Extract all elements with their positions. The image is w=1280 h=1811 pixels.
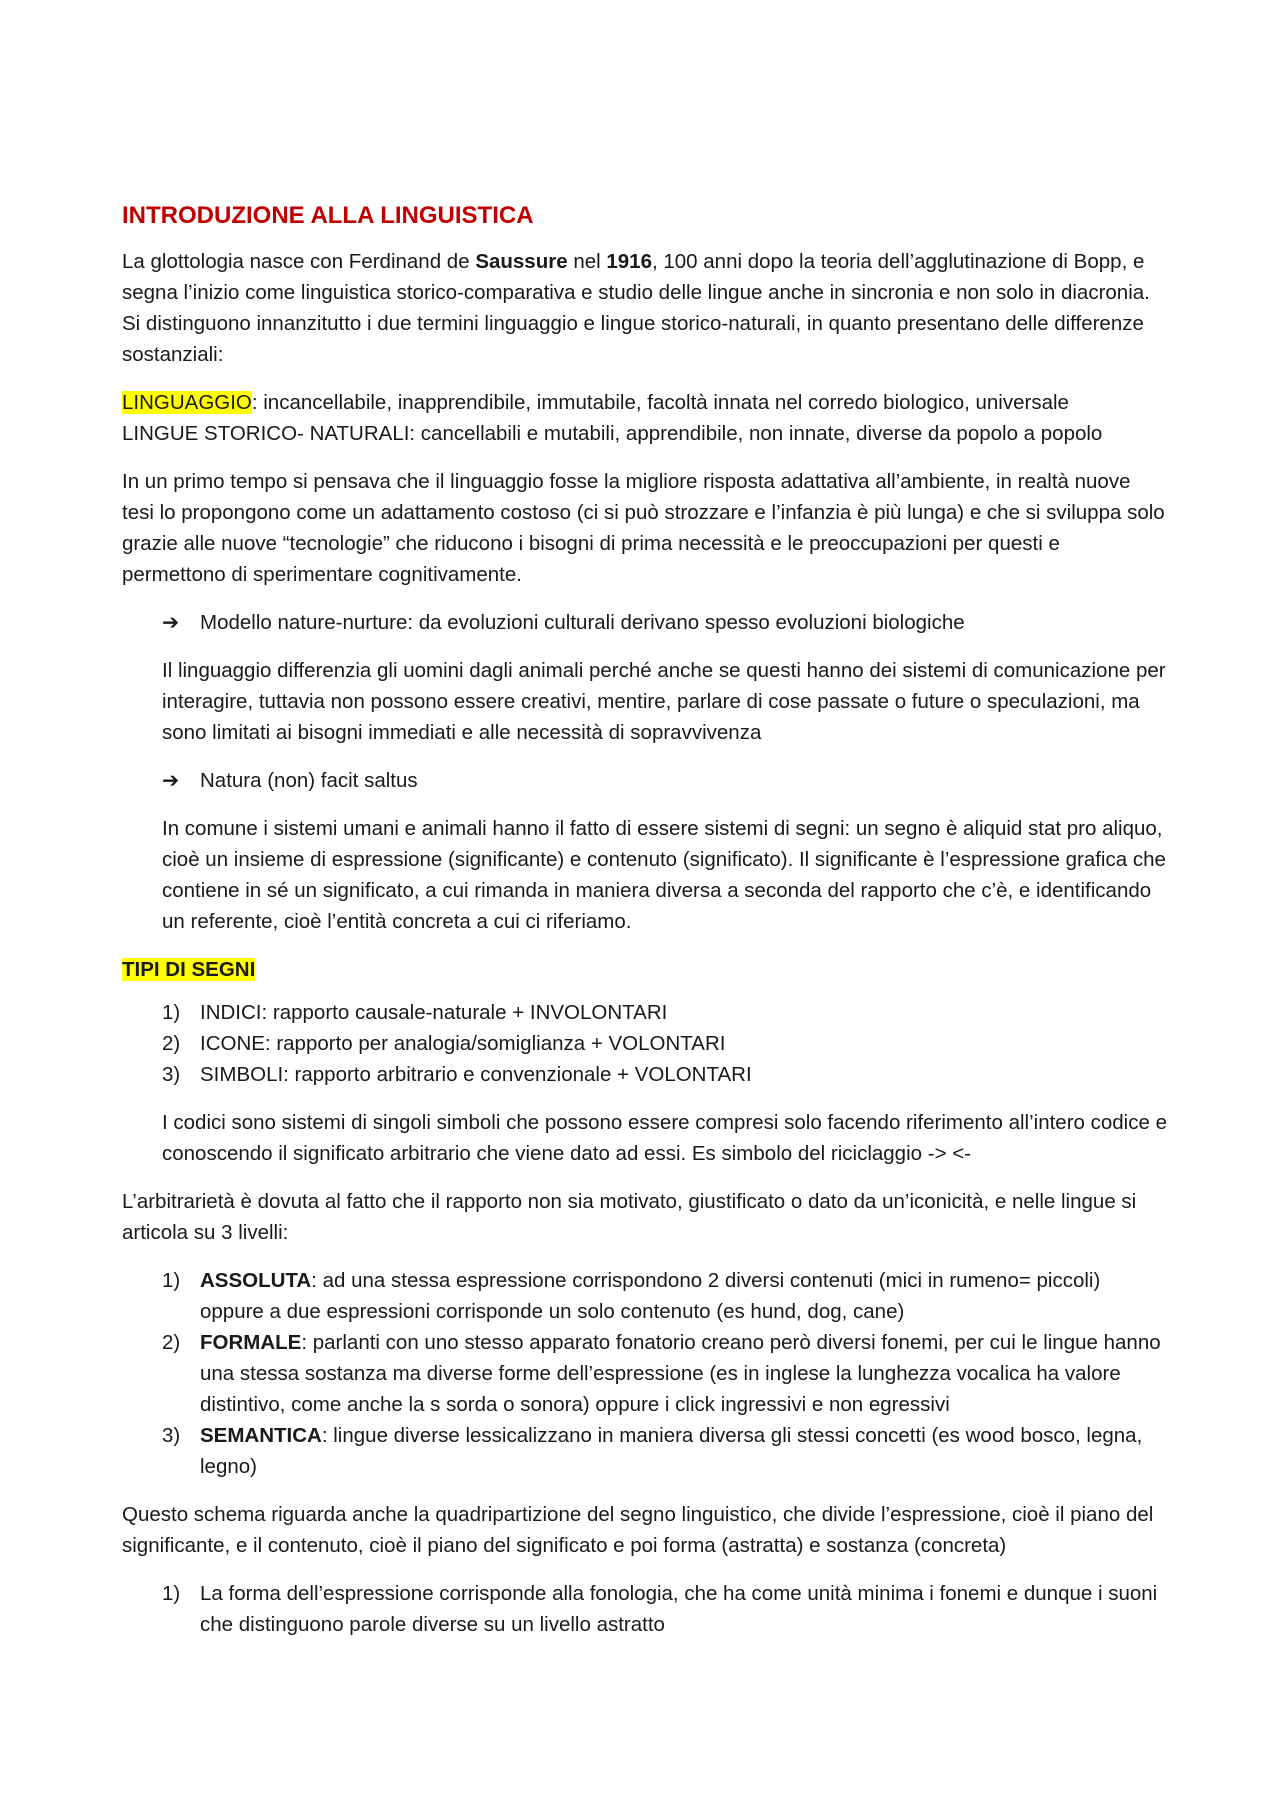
list-number: 3) [162, 1063, 181, 1086]
list-item [162, 1059, 1167, 1090]
list-number: 1) [162, 1269, 181, 1292]
differenza-paragraph: Il linguaggio differenzia gli uomini dagli animali perché anche se questi hanno dei sistemi di comunicazione per interagire, tuttavia non possono essere creativi, mentire, parlare di cose passate o future o speculazioni, ma sono limitati ai bisogni immediati e alle necessità di sopravvivenza [162, 659, 1166, 744]
list-body: : ad una stessa espressione corrispondono 2 diversi contenuti (mici in rumeno= piccoli) oppure a due espressioni corrisponde un solo contenuto (es hund, dog, cane) [200, 1269, 1101, 1323]
codici-paragraph: I codici sono sistemi di singoli simboli che possono essere compresi solo facendo riferimento all’intero codice e conoscendo il significato arbitrario che viene dato ad essi. Es simbolo del riciclaggio -> <- [162, 1111, 1167, 1165]
intro-paragraph [122, 246, 1167, 370]
list-number: 1) [162, 1001, 181, 1024]
list-label: FORMALE [200, 1331, 302, 1354]
forma-list [162, 1578, 1167, 1640]
list-text [200, 1420, 1167, 1482]
list-item [162, 1420, 1167, 1482]
lingue-definition: LINGUE STORICO- NATURALI: cancellabili e mutabili, apprendibile, non innate, diverse da popolo a popolo [122, 422, 1103, 445]
livelli-list [162, 1265, 1167, 1482]
list-number: 2) [162, 1032, 181, 1055]
arrow-right-icon: ➔ [162, 769, 180, 792]
document-title: INTRODUZIONE ALLA LINGUISTICA [122, 202, 534, 229]
intro-text-3: , 100 anni dopo la teoria dell’agglutinazione di Bopp, e segna l’inizio come linguistica storico-comparativa e studio delle lingue anche in sincronia e non solo in diacronia. Si distinguono innanzitutto i due termini linguaggio e lingue storico-naturali, in quanto presentano delle differenze sostanziali: [122, 250, 1150, 366]
list-item [162, 1265, 1167, 1327]
intro-text-1: La glottologia nasce con Ferdinand de [122, 250, 476, 273]
bullet-text: Natura (non) facit saltus [200, 769, 418, 792]
tipi-heading-highlight: TIPI DI SEGNI [122, 958, 256, 981]
list-item [162, 1578, 1167, 1640]
adattamento-paragraph: In un primo tempo si pensava che il linguaggio fosse la migliore risposta adattativa all’ambiente, in realtà nuove tesi lo propongono come un adattamento costoso (ci si può strozzare e l’infanzia è più lunga) e che si sviluppa solo grazie alle nuove “tecnologie” che riducono i bisogni di prima necessità e le preoccupazioni per questi e permettono di sperimentare cognitivamente. [122, 470, 1165, 586]
schema-paragraph: Questo schema riguarda anche la quadripartizione del segno linguistico, che divide l’espressione, cioè il piano del significante, e il contenuto, cioè il piano del significato e poi forma (astratta) e sostanza (concreta) [122, 1503, 1154, 1557]
list-text [200, 1265, 1167, 1327]
definitions-paragraph [122, 387, 1167, 449]
list-number: 1) [162, 1582, 181, 1605]
document-page [122, 200, 1167, 1657]
list-body: : parlanti con uno stesso apparato fonatorio creano però diversi fonemi, per cui le lingue hanno una stessa sostanza ma diverse forme dell’espressione (es in inglese la lunghezza vocalica ha valore distintivo, come anche la s sorda o sonora) oppure i click ingressivi e non egressivi [200, 1331, 1161, 1416]
list-item [162, 1028, 1167, 1059]
intro-text-2: nel [567, 250, 607, 273]
linguaggio-definition: : incancellabile, inapprendibile, immutabile, facoltà innata nel corredo biologico, universale [251, 391, 1069, 414]
list-item [162, 1327, 1167, 1420]
intro-bold-year: 1916 [606, 250, 652, 273]
list-text: INDICI: rapporto causale-naturale + INVOLONTARI [200, 1001, 668, 1024]
tipi-heading [122, 954, 1167, 985]
bullet-item [162, 607, 1167, 638]
list-text: ICONE: rapporto per analogia/somiglianza + VOLONTARI [200, 1032, 726, 1055]
list-item [162, 997, 1167, 1028]
arbitrarieta-paragraph: L’arbitrarietà è dovuta al fatto che il rapporto non sia motivato, giustificato o dato da un’iconicità, e nelle lingue si articola su 3 livelli: [122, 1190, 1137, 1244]
list-number: 3) [162, 1424, 181, 1447]
linguaggio-highlight: LINGUAGGIO [122, 391, 252, 414]
list-text: La forma dell’espressione corrisponde alla fonologia, che ha come unità minima i fonemi e dunque i suoni che distinguono parole diverse su un livello astratto [200, 1582, 1158, 1636]
list-body: : lingue diverse lessicalizzano in maniera diversa gli stessi concetti (es wood bosco, legna, legno) [200, 1424, 1143, 1478]
intro-bold-saussure: Saussure [475, 250, 568, 273]
list-label: SEMANTICA [200, 1424, 322, 1447]
list-text [200, 1327, 1167, 1420]
list-text: SIMBOLI: rapporto arbitrario e convenzionale + VOLONTARI [200, 1063, 752, 1086]
bullet-item [162, 765, 1167, 796]
arrow-right-icon: ➔ [162, 611, 180, 634]
segni-paragraph: In comune i sistemi umani e animali hanno il fatto di essere sistemi di segni: un segno è aliquid stat pro aliquo, cioè un insieme di espressione (significante) e contenuto (significato). Il significante è l’espressione grafica che contiene in sé un significato, a cui rimanda in maniera diversa a seconda del rapporto che c’è, e identificando un referente, cioè l’entità concreta a cui ci riferiamo. [162, 817, 1166, 933]
bullet-text: Modello nature-nurture: da evoluzioni culturali derivano spesso evoluzioni biologiche [200, 611, 965, 634]
tipi-list [162, 997, 1167, 1090]
list-number: 2) [162, 1331, 181, 1354]
list-label: ASSOLUTA [200, 1269, 312, 1292]
